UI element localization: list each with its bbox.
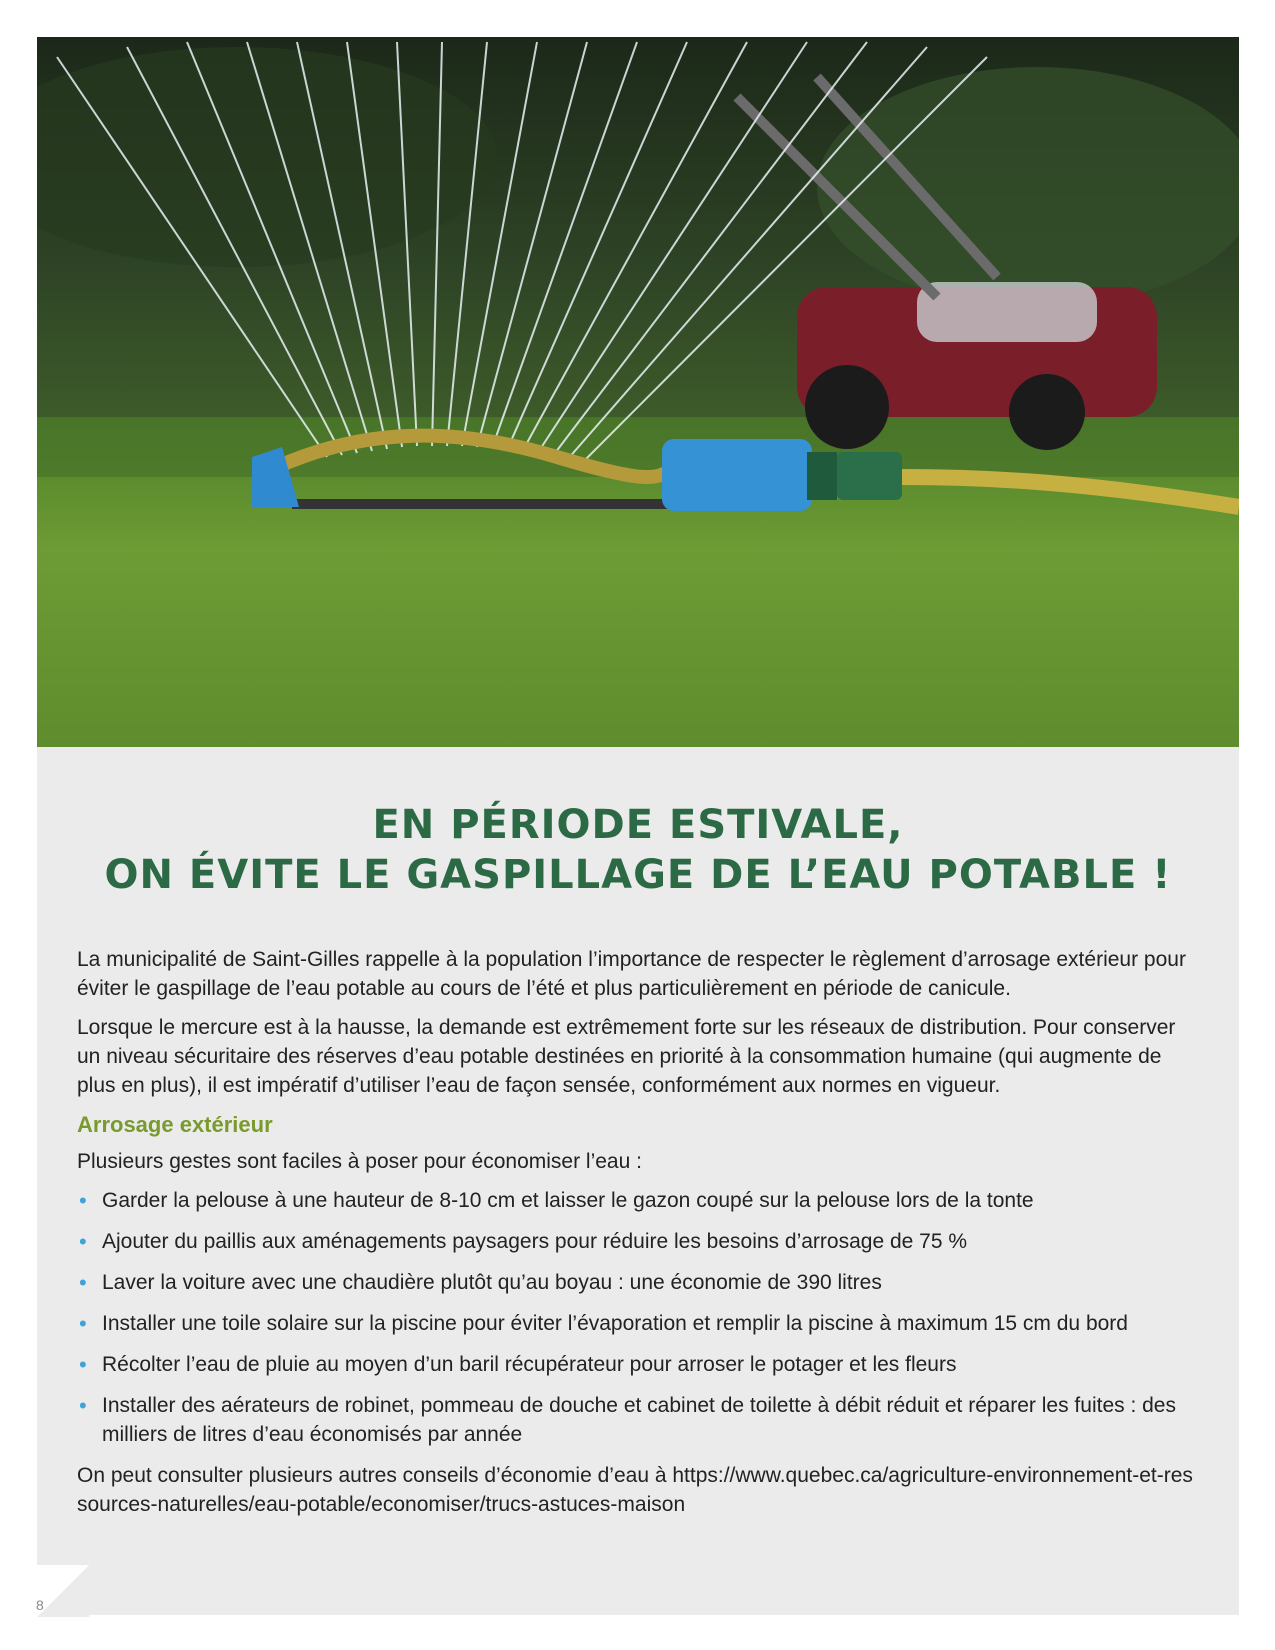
- list-item: [77, 1186, 1202, 1215]
- tip-text: Garder la pelouse à une hauteur de 8-10 cm et laisser le gazon coupé sur la pelouse lors de la tonte: [102, 1189, 1034, 1212]
- bullet-icon: •: [79, 1188, 87, 1213]
- tip-text: Récolter l’eau de pluie au moyen d’un baril récupérateur pour arroser le potager et les fleurs: [102, 1353, 957, 1376]
- tip-text: Ajouter du paillis aux aménagements paysagers pour réduire les besoins d’arrosage de 75 %: [102, 1230, 968, 1253]
- page-corner: [37, 1565, 89, 1617]
- tips-list: [77, 1186, 1202, 1449]
- title-line-1: EN PÉRIODE ESTIVALE,: [372, 802, 904, 848]
- list-item: [77, 1309, 1202, 1338]
- bullet-icon: •: [79, 1311, 87, 1336]
- demand-paragraph: Lorsque le mercure est à la hausse, la demande est extrêmement forte sur les réseaux de distribution. Pour conserver un niveau sécuritaire des réserves d’eau potable destinées en priorité à la consommation humaine (qui augmente de plus en plus), il est impératif d’utiliser l’eau de façon sensée, conformément aux normes en vigueur.: [77, 1016, 1176, 1097]
- title-line-2: ON ÉVITE LE GASPILLAGE DE L’EAU POTABLE !: [104, 852, 1172, 898]
- bullet-icon: •: [79, 1270, 87, 1295]
- section-intro: Plusieurs gestes sont faciles à poser pour économiser l’eau :: [77, 1150, 642, 1173]
- tip-text: Laver la voiture avec une chaudière plutôt qu’au boyau : une économie de 390 litres: [102, 1271, 882, 1294]
- page-title: [37, 800, 1239, 900]
- bullet-icon: •: [79, 1352, 87, 1377]
- list-item: [77, 1268, 1202, 1297]
- intro-paragraph: La municipalité de Saint-Gilles rappelle à la population l’importance de respecter le règlement d’arrosage extérieur pour éviter le gaspillage de l’eau potable au cours de l’été et plus particulièrement en période de canicule.: [77, 948, 1186, 1000]
- sprinkler-photo: [37, 37, 1239, 747]
- bullet-icon: •: [79, 1229, 87, 1254]
- list-item: [77, 1350, 1202, 1379]
- section-heading: Arrosage extérieur: [77, 1112, 273, 1137]
- page-number: 8: [36, 1597, 44, 1613]
- list-item: [77, 1391, 1202, 1449]
- tip-text: Installer une toile solaire sur la piscine pour éviter l’évaporation et remplir la piscine à maximum 15 cm du bord: [102, 1312, 1128, 1335]
- list-item: [77, 1227, 1202, 1256]
- sprinkler-illustration: [37, 37, 1239, 747]
- tip-text: Installer des aérateurs de robinet, pommeau de douche et cabinet de toilette à débit réduit et réparer les fuites : des milliers de litres d’eau économisés par année: [102, 1394, 1176, 1446]
- closing-paragraph: On peut consulter plusieurs autres conseils d’économie d’eau à https://www.quebec.ca/agriculture-environnement-et-ressources-naturelles/eau-potable/economiser/trucs-astuces-maison: [77, 1464, 1193, 1516]
- bullet-icon: •: [79, 1393, 87, 1418]
- article-body: [77, 945, 1202, 1529]
